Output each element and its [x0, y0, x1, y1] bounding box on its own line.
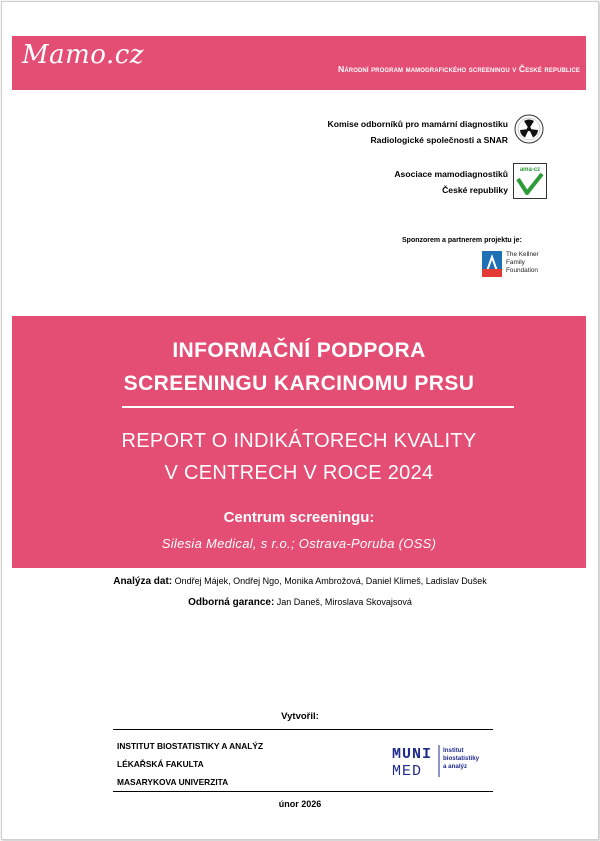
- kellner-foundation-icon: [482, 251, 502, 277]
- sponsor-name-line: The Kellner: [506, 251, 539, 258]
- institute-line: LÉKAŘSKÁ FAKULTA: [117, 759, 204, 769]
- centrum-name: Silesia Medical, s r.o.; Ostrava-Poruba (OSS): [161, 536, 437, 551]
- sponsor-name-line: Family: [506, 259, 525, 266]
- ama-cz-logo: [513, 163, 547, 199]
- report-title-line2: SCREENINGU KARCINOMU PRSU: [123, 372, 475, 395]
- institute-line: INSTITUT BIOSTATISTIKY A ANALÝZ: [117, 741, 264, 751]
- footer-divider-top: [113, 729, 493, 730]
- title-divider: [122, 406, 514, 408]
- ama-cz-logo-text: ama-cz: [519, 167, 541, 173]
- created-by-label: Vytvořil:: [281, 711, 319, 722]
- radiology-emblem-icon: [514, 114, 544, 144]
- mamo-logo: Mamo.cz: [22, 40, 144, 70]
- muni-logo-bottom: MED: [392, 763, 423, 780]
- guarantee-credits: [0, 597, 600, 608]
- guarantee-names: Jan Daneš, Miroslava Skovajsová: [276, 597, 412, 607]
- program-title: Národní program mamografického screeningu v České republice: [338, 64, 580, 74]
- muni-caption-line: biostatistiky: [443, 755, 480, 762]
- muni-caption-line: Institut: [443, 747, 464, 754]
- footer-divider-bottom: [113, 791, 493, 792]
- analysis-names: Ondřej Májek, Ondřej Ngo, Monika Ambrožová, Daniel Klimeš, Ladislav Dušek: [174, 576, 487, 586]
- org-mammodiagnostics-association: [394, 166, 508, 198]
- org-line: Asociace mamodiagnostiků: [394, 169, 508, 179]
- org-line: Radiologické společnosti a SNAR: [370, 135, 508, 145]
- report-subtitle-line2: V CENTRECH V ROCE 2024: [164, 462, 434, 484]
- report-title-band: [12, 316, 586, 568]
- org-line: České republiky: [442, 185, 508, 195]
- muni-logo-top: MUNI: [392, 746, 433, 763]
- institute-line: MASARYKOVA UNIVERZITA: [117, 777, 229, 787]
- report-date: únor 2026: [278, 799, 322, 809]
- report-title-line1: INFORMAČNÍ PODPORA: [172, 339, 426, 362]
- org-line: Komise odborníků pro mamární diagnostiku: [327, 119, 508, 129]
- sponsor-label: Sponzorem a partnerem projektu je:: [402, 237, 522, 244]
- centrum-label: Centrum screeningu:: [223, 509, 375, 526]
- sponsor-name-line: Foundation: [506, 267, 538, 274]
- guarantee-label: Odborná garance:: [188, 597, 275, 608]
- sponsor-name: [506, 251, 539, 275]
- report-subtitle-line1: REPORT O INDIKÁTORECH KVALITY: [121, 430, 477, 452]
- analysis-label: Analýza dat:: [113, 576, 173, 587]
- muni-med-logo: [392, 742, 502, 782]
- analysis-credits: [0, 576, 600, 587]
- muni-caption-line: a analýz: [443, 763, 468, 770]
- org-radiology-commission: [328, 116, 509, 148]
